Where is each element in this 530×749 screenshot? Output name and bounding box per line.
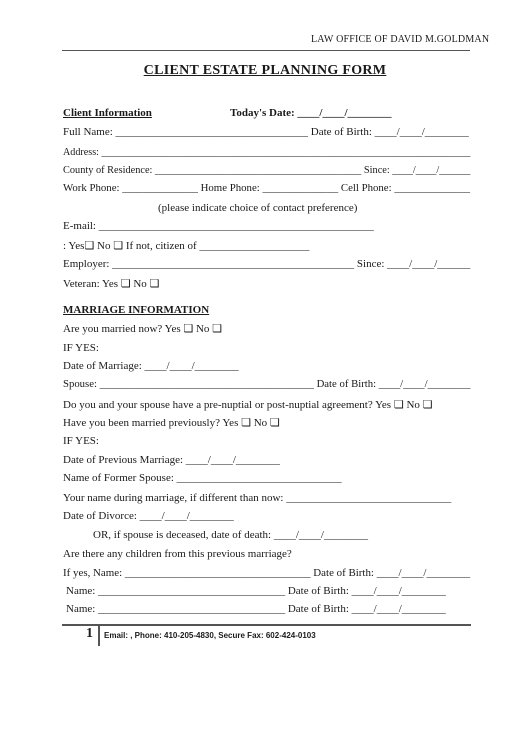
county-row[interactable]: County of Residence: ________________________________________ Since: ____/____/______ (63, 164, 471, 176)
footer-contact: Email: , Phone: 410-205-4830, Secure Fax: 602-424-0103 (104, 631, 316, 640)
child-name-row-3[interactable]: Name: __________________________________ Date of Birth: ____/____/________ (66, 603, 446, 615)
address-row[interactable]: Address: _________________________________________________________________________ (63, 146, 471, 158)
page-number: 1 (86, 626, 93, 641)
form-title: CLIENT ESTATE PLANNING FORM (143, 63, 387, 78)
full-name-row[interactable]: Full Name: ___________________________________ Date of Birth: ____/____/________ (63, 126, 469, 138)
name-during-marriage-row[interactable]: Your name during marriage, if different than now: ______________________________ (63, 492, 452, 504)
client-section-label: Client Information (63, 107, 152, 119)
date-of-divorce-row[interactable]: Date of Divorce: ____/____/________ (63, 510, 234, 522)
todays-date-field[interactable]: Today's Date: ____/____/________ (230, 107, 392, 119)
phones-row[interactable]: Work Phone: ______________ Home Phone: ______________ Cell Phone: ______________ (63, 182, 471, 194)
header-rule (62, 50, 470, 51)
married-previously-row[interactable]: Have you been married previously? Yes ❏ No ❏ (63, 417, 280, 429)
contact-preference-note: (please indicate choice of contact preference) (158, 202, 358, 214)
previous-marriage-date-row[interactable]: Date of Previous Marriage: ____/____/________ (63, 454, 280, 466)
veteran-row[interactable]: Veteran: Yes ❏ No ❏ (63, 278, 160, 290)
email-row[interactable]: E-mail: __________________________________________________ (63, 220, 374, 232)
marriage-section-label: MARRIAGE INFORMATION (63, 304, 210, 316)
date-of-death-row[interactable]: OR, if spouse is deceased, date of death: ____/____/________ (93, 529, 368, 541)
child-name-row-2[interactable]: Name: __________________________________ Date of Birth: ____/____/________ (66, 585, 446, 597)
former-spouse-row[interactable]: Name of Former Spouse: ______________________________ (63, 472, 342, 484)
if-yes-label-2: IF YES: (63, 435, 99, 447)
firm-header: LAW OFFICE OF DAVID M.GOLDMAN (311, 34, 490, 45)
prenup-row[interactable]: Do you and your spouse have a pre-nuptial or post-nuptial agreement? Yes ❏ No ❏ (63, 399, 433, 411)
footer-rule (62, 624, 471, 626)
children-question-row: Are there any children from this previous marriage? (63, 548, 292, 560)
spouse-row[interactable]: Spouse: ________________________________________ Date of Birth: ____/____/________ (63, 378, 471, 390)
footer-divider (98, 626, 100, 646)
employer-row[interactable]: Employer: ____________________________________________ Since: ____/____/______ (63, 258, 471, 270)
date-of-marriage-row[interactable]: Date of Marriage: ____/____/________ (63, 360, 239, 372)
child-name-row-1[interactable]: If yes, Name: __________________________________ Date of Birth: ____/____/________ (63, 567, 471, 579)
if-yes-label: IF YES: (63, 342, 99, 354)
citizen-row[interactable]: : Yes❏ No ❏ If not, citizen of ____________________ (63, 240, 310, 252)
married-now-row[interactable]: Are you married now? Yes ❏ No ❏ (63, 323, 223, 335)
